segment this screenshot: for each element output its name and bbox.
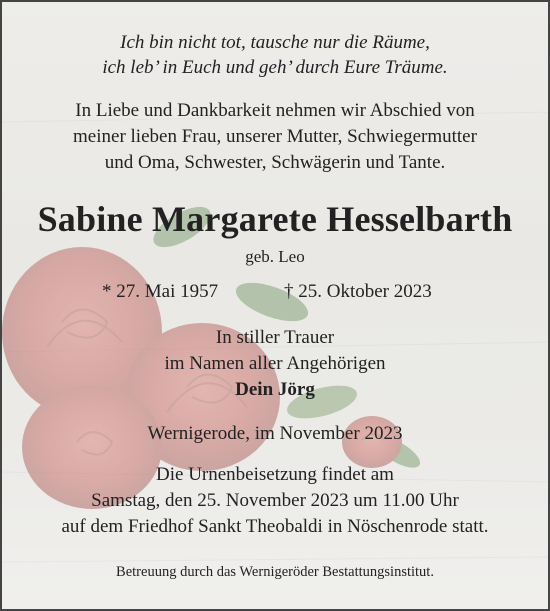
death-date: † 25. Oktober 2023 xyxy=(284,281,432,302)
intro-line-1: In Liebe und Dankbarkeit nehmen wir Abschied von xyxy=(75,100,475,121)
maiden-name: geb. Leo xyxy=(245,247,305,266)
quote-line-2: ich leb’ in Euch und geh’ durch Eure Träume. xyxy=(102,57,448,78)
quote-line-1: Ich bin nicht tot, tausche nur die Räume, xyxy=(120,32,430,53)
footer-note: Betreuung durch das Wernigeröder Bestattungsinstitut. xyxy=(116,564,434,580)
funeral-line-1: Die Urnenbeisetzung findet am xyxy=(156,464,394,485)
intro-line-2: meiner lieben Frau, unserer Mutter, Schwiegermutter xyxy=(73,126,477,147)
notice-content xyxy=(2,2,548,609)
funeral-line-2: Samstag, den 25. November 2023 um 11.00 Uhr xyxy=(91,490,459,511)
signature: Dein Jörg xyxy=(235,379,315,400)
life-dates xyxy=(2,281,548,307)
intro-line-3: und Oma, Schwester, Schwägerin und Tante. xyxy=(104,152,446,173)
deceased-name: Sabine Margarete Hesselbarth xyxy=(37,199,513,239)
funeral-line-3: auf dem Friedhof Sankt Theobaldi in Nöschenrode statt. xyxy=(61,516,489,537)
birth-date: * 27. Mai 1957 xyxy=(102,281,219,302)
mourners-line-2: im Namen aller Angehörigen xyxy=(164,353,386,374)
place-date: Wernigerode, im November 2023 xyxy=(147,423,403,444)
mourners-line-1: In stiller Trauer xyxy=(215,327,335,348)
